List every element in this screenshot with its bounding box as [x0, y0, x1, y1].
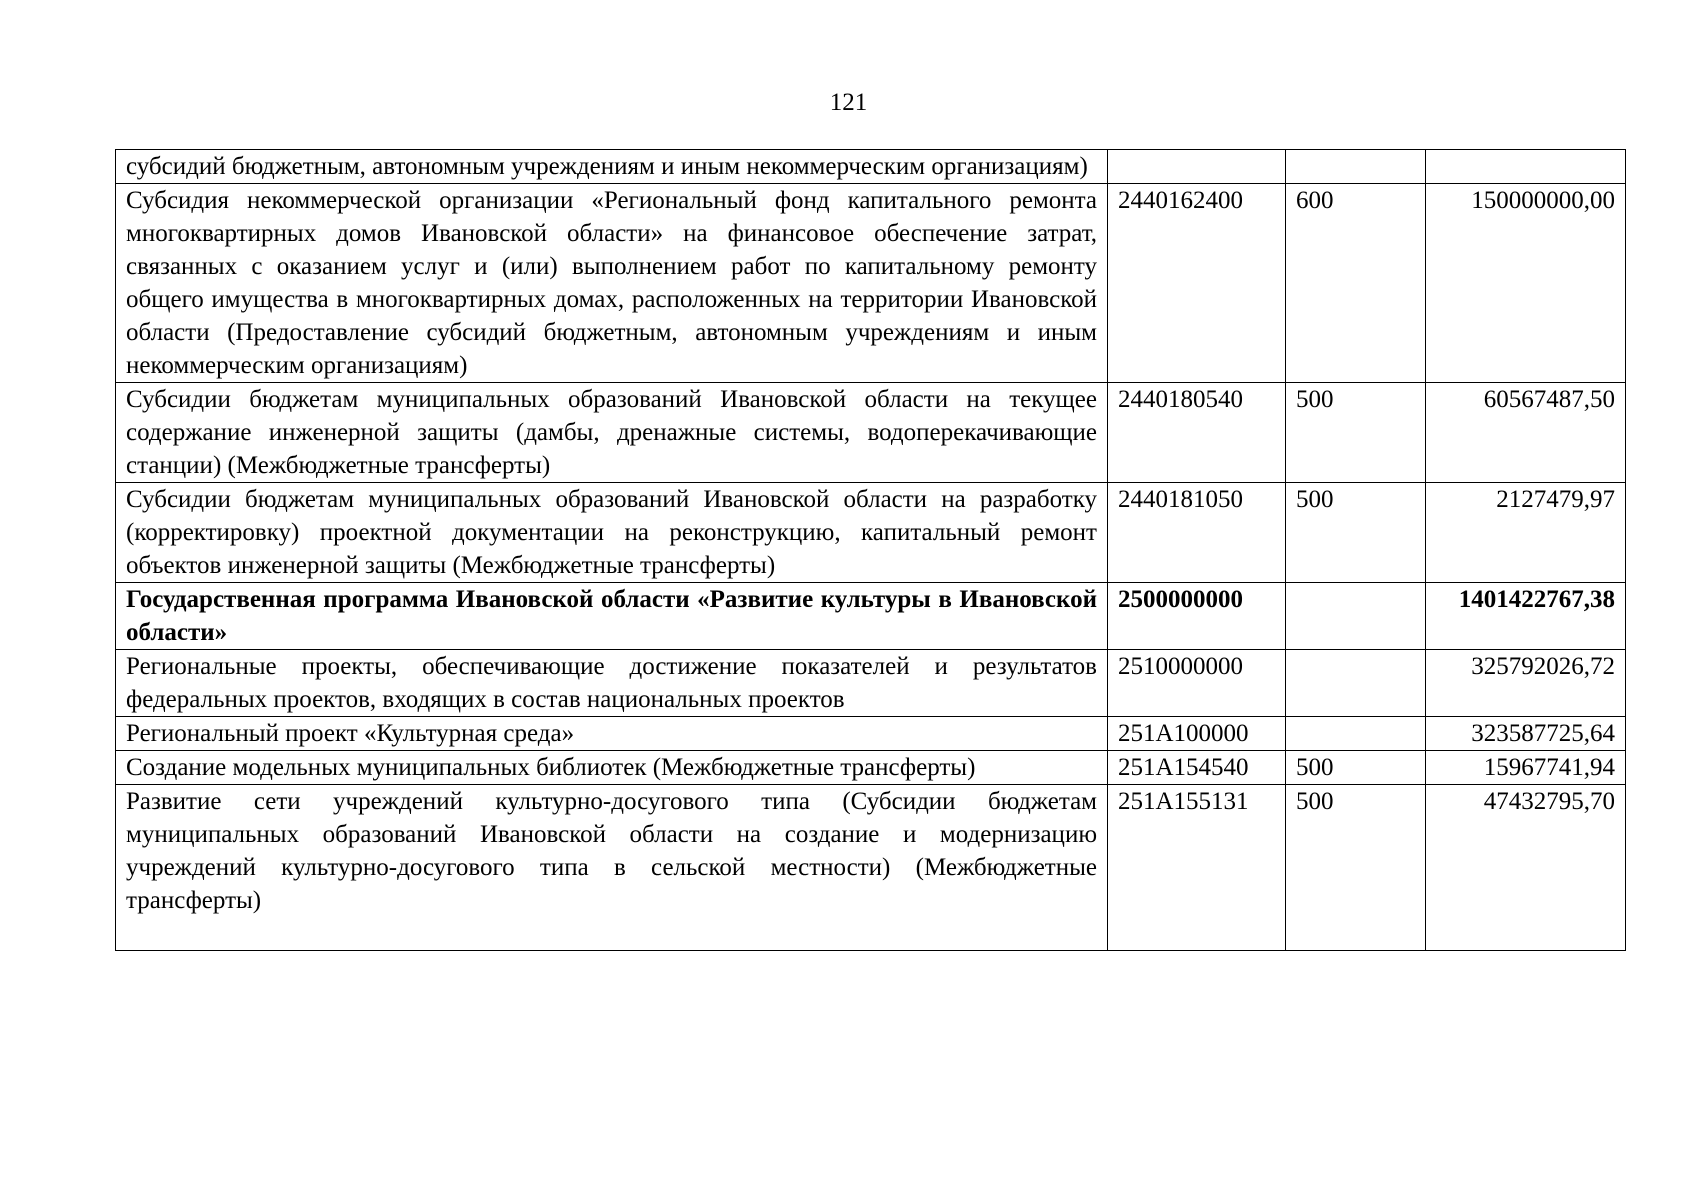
row-name: Создание модельных муниципальных библиотек (Межбюджетные трансферты): [116, 751, 1108, 785]
table-row-program: [116, 583, 1626, 650]
row-name: Субсидия некоммерческой организации «Региональный фонд капитального ремонта многоквартирных домов Ивановской области» на финансовое обеспечение затрат, связанных с оказанием услуг и (или) выполнением работ по капитальному ремонту общего имущества в многоквартирных домах, расположенных на территории Ивановской области (Предоставление субсидий бюджетным, автономным учреждениям и иным некоммерческим организациям): [116, 184, 1108, 383]
row-type: [1286, 150, 1426, 184]
row-code: [1108, 150, 1286, 184]
row-code: 2440180540: [1108, 383, 1286, 483]
table-row: [116, 184, 1626, 383]
row-sum: 60567487,50: [1426, 383, 1626, 483]
row-type: 500: [1286, 483, 1426, 583]
row-code: 251A154540: [1108, 751, 1286, 785]
row-type: [1286, 717, 1426, 751]
row-name: Региональный проект «Культурная среда»: [116, 717, 1108, 751]
row-sum: 2127479,97: [1426, 483, 1626, 583]
row-sum: 15967741,94: [1426, 751, 1626, 785]
table-row: [116, 785, 1626, 951]
table-row: [116, 150, 1626, 184]
row-sum: 323587725,64: [1426, 717, 1626, 751]
row-sum: 1401422767,38: [1426, 583, 1626, 650]
row-type: 500: [1286, 751, 1426, 785]
table-row: [116, 383, 1626, 483]
row-sum: 150000000,00: [1426, 184, 1626, 383]
table-row: [116, 717, 1626, 751]
row-type: [1286, 583, 1426, 650]
row-code: 2440181050: [1108, 483, 1286, 583]
table-row: [116, 483, 1626, 583]
row-name: Субсидии бюджетам муниципальных образований Ивановской области на текущее содержание инженерной защиты (дамбы, дренажные системы, водоперекачивающие станции) (Межбюджетные трансферты): [116, 383, 1108, 483]
row-sum: [1426, 150, 1626, 184]
row-name: Субсидии бюджетам муниципальных образований Ивановской области на разработку (корректировку) проектной документации на реконструкцию, капитальный ремонт объектов инженерной защиты (Межбюджетные трансферты): [116, 483, 1108, 583]
row-sum: 47432795,70: [1426, 785, 1626, 951]
row-type: [1286, 650, 1426, 717]
row-name: Государственная программа Ивановской области «Развитие культуры в Ивановской области»: [116, 583, 1108, 650]
budget-table: [115, 149, 1626, 951]
row-name: Региональные проекты, обеспечивающие достижение показателей и результатов федеральных проектов, входящих в состав национальных проектов: [116, 650, 1108, 717]
row-type: 600: [1286, 184, 1426, 383]
table-row: [116, 650, 1626, 717]
row-sum: 325792026,72: [1426, 650, 1626, 717]
row-name: субсидий бюджетным, автономным учреждениям и иным некоммерческим организациям): [116, 150, 1108, 184]
row-type: 500: [1286, 785, 1426, 951]
row-code: 251A155131: [1108, 785, 1286, 951]
row-code: 251A100000: [1108, 717, 1286, 751]
row-type: 500: [1286, 383, 1426, 483]
table-row: [116, 751, 1626, 785]
row-code: 2440162400: [1108, 184, 1286, 383]
row-name: Развитие сети учреждений культурно-досугового типа (Субсидии бюджетам муниципальных образований Ивановской области на создание и модернизацию учреждений культурно-досугового типа в сельской местности) (Межбюджетные трансферты): [116, 785, 1108, 951]
row-code: 2500000000: [1108, 583, 1286, 650]
row-code: 2510000000: [1108, 650, 1286, 717]
page-number: 121: [829, 89, 868, 116]
